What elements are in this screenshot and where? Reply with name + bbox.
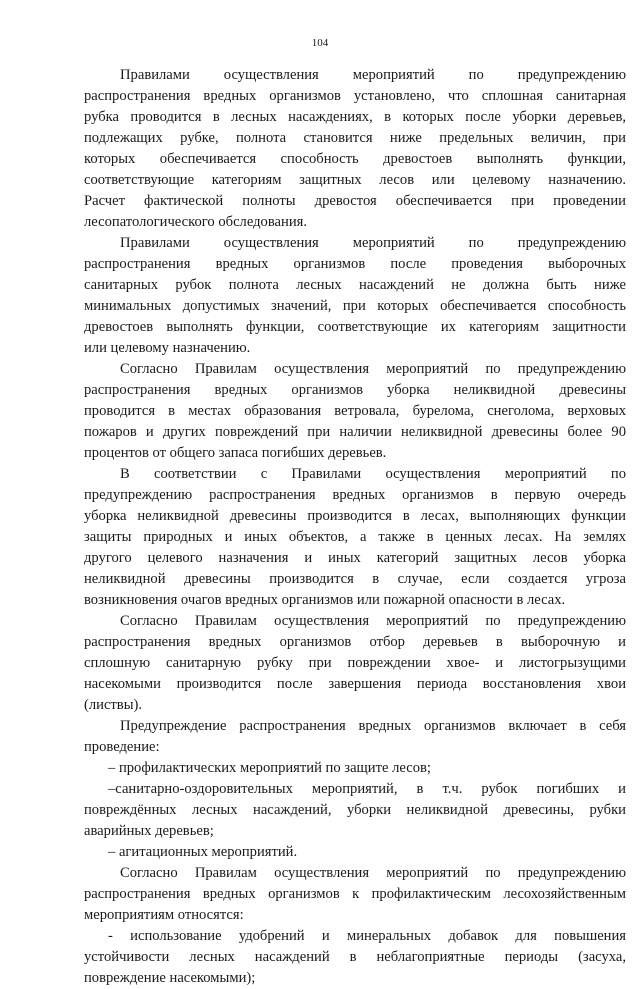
text-line: распространения вредных организмов после проведения выборочных <box>84 256 626 272</box>
text-line: подлежащих рубке, полнота становится ниже предельных величин, при <box>84 130 626 146</box>
text-line: распространения вредных организмов уборка неликвидной древесины <box>84 382 626 398</box>
text-line: Согласно Правилам осуществления мероприятий по предупреждению <box>120 361 626 377</box>
text-line: Предупреждение распространения вредных организмов включает в себя <box>120 718 626 734</box>
text-line: соответствующие категориям защитных лесов или целевому назначению. <box>84 172 626 188</box>
text-line: повреждённых лесных насаждений, уборки неликвидной древесины, рубки <box>84 802 626 818</box>
text-line: распространения вредных организмов к профилактическим лесохозяйственным <box>84 886 626 902</box>
text-line: пожаров и других повреждений при наличии неликвидной древесины более 90 <box>84 424 626 440</box>
list-item: – агитационных мероприятий. <box>108 844 298 860</box>
text-line: устойчивости лесных насаждений в неблагоприятные периоды (засуха, <box>84 949 626 965</box>
document-body <box>84 65 626 989</box>
text-line: распространения вредных организмов установлено, что сплошная санитарная <box>84 88 626 104</box>
list-item: –санитарно-оздоровительных мероприятий, в т.ч. рубок погибших и <box>108 781 626 797</box>
text-line: лесопатологического обследования. <box>84 214 307 230</box>
text-line: Расчет фактической полноты древостоя обеспечивается при проведении <box>84 193 626 209</box>
text-line: уборка неликвидной древесины производится в лесах, выполняющих функции <box>84 508 626 524</box>
text-line: сплошную санитарную рубку при повреждении хвое- и листогрызущими <box>84 655 626 671</box>
text-line: процентов от общего запаса погибших деревьев. <box>84 445 387 461</box>
text-line: распространения вредных организмов отбор деревьев в выборочную и <box>84 634 626 650</box>
text-line: или целевому назначению. <box>84 340 251 356</box>
text-line: мероприятиям относятся: <box>84 907 244 923</box>
text-line: В соответствии с Правилами осуществления мероприятий по <box>120 466 626 482</box>
text-line: неликвидной древесины производится в случае, если создается угроза <box>84 571 626 587</box>
text-line: защиты природных и иных объектов, а также в ценных лесах. На землях <box>84 529 626 545</box>
list-item: - использование удобрений и минеральных добавок для повышения <box>108 928 626 944</box>
text-line: проведение: <box>84 739 160 755</box>
text-line: минимальных допустимых значений, при которых обеспечивается способность <box>84 298 626 314</box>
text-line: рубка проводится в лесных насаждениях, в которых после уборки деревьев, <box>84 109 626 125</box>
text-line: другого целевого назначения и иных категорий защитных лесов уборка <box>84 550 626 566</box>
text-line: насекомыми производится после завершения периода восстановления хвои <box>84 676 626 692</box>
text-line: проводится в местах образования ветровала, бурелома, снеголома, верховых <box>84 403 626 419</box>
text-line: которых обеспечивается способность древостоев выполнять функции, <box>84 151 626 167</box>
text-line: аварийных деревьев; <box>84 823 214 839</box>
text-line: Согласно Правилам осуществления мероприятий по предупреждению <box>120 865 626 881</box>
text-line: (листвы). <box>84 697 143 713</box>
text-line: возникновения очагов вредных организмов или пожарной опасности в лесах. <box>84 592 566 608</box>
text-line: Правилами осуществления мероприятий по предупреждению <box>120 235 626 251</box>
text-line: древостоев выполнять функции, соответствующие их категориям защитности <box>84 319 626 335</box>
list-item: – профилактических мероприятий по защите лесов; <box>108 760 431 776</box>
text-line: повреждение насекомыми); <box>84 970 256 986</box>
text-line: санитарных рубок полнота лесных насаждений не должна быть ниже <box>84 277 626 293</box>
text-line: Согласно Правилам осуществления мероприятий по предупреждению <box>120 613 626 629</box>
text-line: Правилами осуществления мероприятий по предупреждению <box>120 67 626 83</box>
text-line: предупреждению распространения вредных организмов в первую очередь <box>84 487 626 503</box>
page-number: 104 <box>311 37 329 49</box>
